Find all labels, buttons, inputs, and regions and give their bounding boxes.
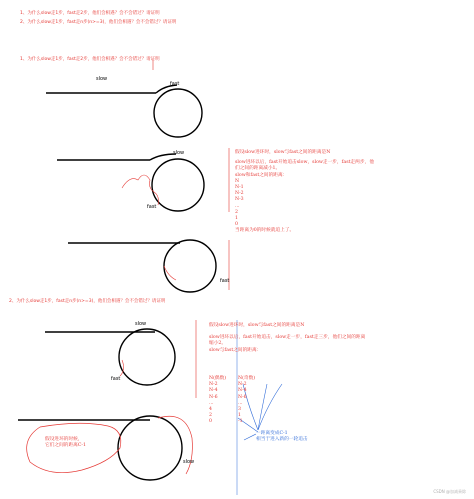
note2-col-even <box>209 376 226 426</box>
note2-odd-4: 3 <box>238 407 241 413</box>
note1-seq-1: N-1 <box>235 185 244 191</box>
note2-line3: 缩小2。 <box>209 341 227 347</box>
note1-line2: slow进环以后，fast开始追击slow，slow走一步，fast走两步，他 <box>235 160 374 166</box>
note2-odd-2: N-6 <box>238 394 247 400</box>
note1-line4: slow和fast之间的距离： <box>235 172 288 178</box>
note2-annotation <box>256 431 308 443</box>
question-2: 2、为什么slow走1步，fast走n步(n>=3)，他们会相遇？会不会错过？请证明 <box>20 20 177 25</box>
d1-slow-label: slow <box>96 76 108 82</box>
question-1: 1、为什么slow走1步，fast走2步，他们会相遇？会不会错过？请证明 <box>20 11 160 16</box>
side-note <box>45 437 86 449</box>
d3-fast-label: fast <box>220 278 230 284</box>
note2-annot-line2: 相当于进入新的一轮追击 <box>256 437 308 443</box>
note2-even-5: 2 <box>209 413 212 419</box>
side-note-line1: 假设进环的时候， <box>45 437 83 442</box>
d2-fast-label: fast <box>147 204 157 210</box>
note2-odd-0: N-2 <box>238 382 247 388</box>
note2-odd-1: N-4 <box>238 388 247 394</box>
section-2-heading: 2、为什么slow走1步，fast走n步(n>=3)，他们会相遇？会不会错过？请证明 <box>9 299 166 304</box>
note1-line1: 假设slow进环时，slow与fast之间的距离是N <box>235 150 331 155</box>
diagram-2 <box>57 148 229 212</box>
note2-even-2: N-6 <box>209 394 218 400</box>
note2-annot-line1: 一距离变成C-1 <box>256 431 288 436</box>
note2-col-odd <box>238 376 255 426</box>
note2-col-even-header: N(偶数) <box>209 376 227 381</box>
note-1 <box>235 150 374 235</box>
d2-slow-label: slow <box>173 150 185 156</box>
note2-line2: slow进环以后，fast开始追击，slow走一步，fast走三步，他们之间的距离 <box>209 335 366 341</box>
note2-even-1: N-4 <box>209 388 218 394</box>
note1-seq-5: 2 <box>235 209 238 215</box>
note2-odd-6: -1 <box>238 419 243 425</box>
side-note-line2: 它们之间的距离C-1 <box>45 443 86 449</box>
note2-even-3: ... <box>209 400 214 406</box>
diagram-1 <box>46 60 202 137</box>
note1-seq-2: N-2 <box>235 191 244 197</box>
note2-odd-5: 1 <box>238 413 241 419</box>
note-2 <box>209 323 365 354</box>
d5-slow-label: slow <box>183 459 195 465</box>
diagram-3 <box>68 240 229 292</box>
note2-odd-3: ... <box>238 400 243 406</box>
watermark: CSDN @加减乘除 <box>433 489 466 494</box>
note2-even-4: 4 <box>209 407 212 413</box>
d1-fast-label: fast <box>170 81 180 87</box>
d4-slow-label: slow <box>135 321 147 327</box>
note1-seq-7: 0 <box>235 222 238 228</box>
d4-fast-label: fast <box>111 376 121 382</box>
note2-line4: slow与fast之间的距离： <box>209 347 262 353</box>
note1-seq-6: 1 <box>235 216 238 222</box>
note2-col-odd-header: N(奇数) <box>238 376 256 381</box>
note1-tail: 当距离为0的时候就追上了。 <box>235 228 295 234</box>
note1-seq-3: N-3 <box>235 197 244 203</box>
note2-line1: 假设slow进环时，slow与fast之间的距离是N <box>209 323 305 328</box>
note2-even-0: N-2 <box>209 382 218 388</box>
section-1-heading: 1、为什么slow走1步，fast走2步，他们会相遇？会不会错过？请证明 <box>20 57 160 62</box>
note2-even-6: 0 <box>209 419 212 425</box>
note1-seq-4: ... <box>235 203 240 209</box>
note1-line3: 们之间的距离减小1。 <box>235 166 281 172</box>
note1-seq-0: N <box>235 178 240 184</box>
